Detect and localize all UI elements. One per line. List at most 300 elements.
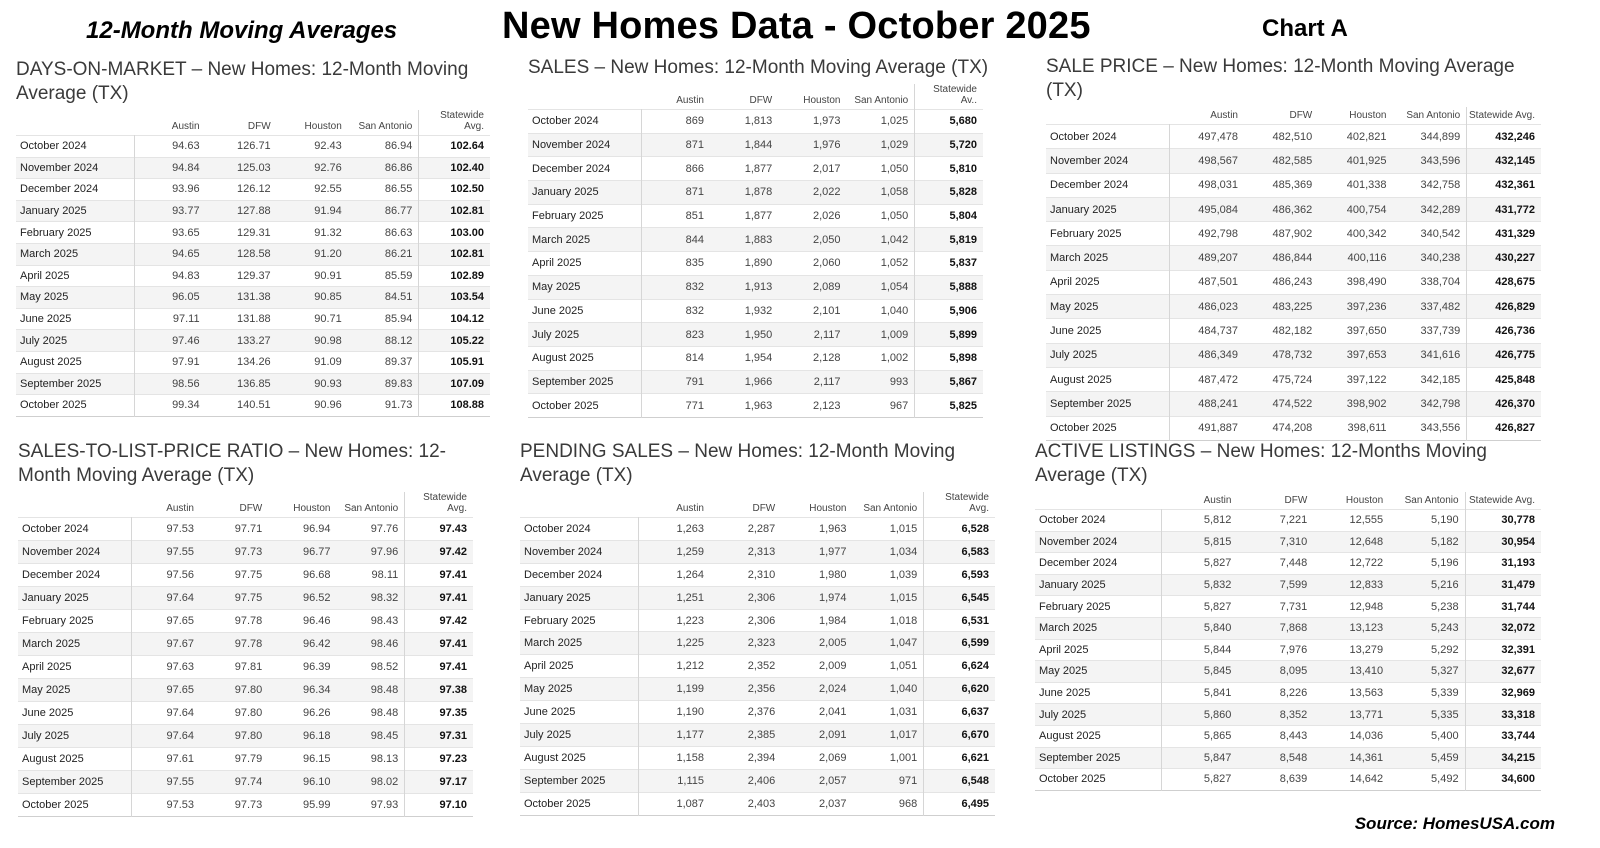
row-label: October 2025 bbox=[520, 792, 639, 815]
table-cell: 97.31 bbox=[405, 725, 473, 748]
column-header: Austin bbox=[676, 95, 704, 106]
table-cell: 98.02 bbox=[337, 771, 405, 794]
table-cell: 397,653 bbox=[1318, 343, 1392, 367]
row-label: September 2025 bbox=[1035, 747, 1162, 769]
table-cell: 1,913 bbox=[710, 275, 778, 299]
table-row bbox=[520, 540, 995, 563]
table-cell: 1,963 bbox=[710, 394, 778, 418]
table-cell: 5,888 bbox=[915, 275, 983, 299]
table-cell: 97.81 bbox=[200, 656, 268, 679]
table-row bbox=[1046, 319, 1541, 343]
table-cell: 5,827 bbox=[1162, 769, 1238, 791]
row-label: August 2025 bbox=[1046, 367, 1170, 391]
table-cell: 5,845 bbox=[1162, 661, 1238, 683]
table-row bbox=[520, 632, 995, 655]
table-cell: 96.94 bbox=[268, 518, 336, 541]
row-label: March 2025 bbox=[1046, 246, 1170, 270]
row-label: September 2025 bbox=[520, 769, 639, 792]
table-cell: 96.15 bbox=[268, 748, 336, 771]
table-cell: 97.75 bbox=[200, 564, 268, 587]
table-cell: 6,545 bbox=[924, 586, 995, 609]
row-label: October 2025 bbox=[1035, 769, 1162, 791]
table-row bbox=[16, 395, 490, 417]
row-label: January 2025 bbox=[18, 587, 132, 610]
table-title: SALES – New Homes: 12-Month Moving Average (TX) bbox=[528, 57, 989, 78]
table-cell: 96.77 bbox=[268, 541, 336, 564]
table-cell: 140.51 bbox=[206, 395, 277, 417]
table-cell: 97.67 bbox=[132, 633, 200, 656]
table-cell: 105.91 bbox=[419, 351, 490, 373]
row-label: July 2025 bbox=[1046, 343, 1170, 367]
table-cell: 5,815 bbox=[1162, 531, 1238, 553]
table-cell: 2,310 bbox=[710, 563, 781, 586]
table-cell: 343,596 bbox=[1393, 149, 1467, 173]
table-cell: 397,236 bbox=[1318, 295, 1392, 319]
table-cell: 97.56 bbox=[132, 564, 200, 587]
row-label: December 2024 bbox=[18, 564, 132, 587]
table-cell: 2,101 bbox=[778, 299, 846, 323]
table-cell: 1,954 bbox=[710, 346, 778, 370]
table-row bbox=[18, 656, 473, 679]
header-left-title: 12-Month Moving Averages bbox=[86, 17, 398, 44]
table-cell: 971 bbox=[853, 769, 924, 792]
column-header: Houston bbox=[1349, 110, 1387, 121]
table-row bbox=[18, 771, 473, 794]
table-cell: 98.52 bbox=[337, 656, 405, 679]
table-cell: 97.11 bbox=[135, 308, 206, 330]
row-label: November 2024 bbox=[1035, 531, 1162, 553]
table-row bbox=[528, 252, 983, 276]
table-cell: 32,391 bbox=[1465, 639, 1541, 661]
column-header: Statewide Avg. bbox=[924, 492, 995, 518]
table-cell: 7,599 bbox=[1237, 574, 1313, 596]
table-cell: 835 bbox=[642, 252, 710, 276]
table-cell: 1,017 bbox=[853, 724, 924, 747]
table-row bbox=[16, 330, 490, 352]
table-cell: 1,050 bbox=[847, 157, 915, 181]
table-cell: 5,860 bbox=[1162, 704, 1238, 726]
table-cell: 129.31 bbox=[206, 222, 277, 244]
table-cell: 12,722 bbox=[1313, 553, 1389, 575]
table-row bbox=[16, 200, 490, 222]
table-cell: 5,899 bbox=[915, 323, 983, 347]
header-blank bbox=[1035, 492, 1162, 510]
header-blank bbox=[528, 84, 642, 110]
table-cell: 97.43 bbox=[405, 518, 473, 541]
row-label: September 2025 bbox=[1046, 392, 1170, 416]
table-cell: 5,196 bbox=[1389, 553, 1465, 575]
row-label: September 2025 bbox=[16, 373, 135, 395]
table-cell: 96.42 bbox=[268, 633, 336, 656]
table-cell: 2,406 bbox=[710, 769, 781, 792]
table-cell: 90.98 bbox=[277, 330, 348, 352]
table-cell: 1,223 bbox=[639, 609, 710, 632]
table-cell: 1,932 bbox=[710, 299, 778, 323]
column-header: San Antonio bbox=[358, 121, 413, 132]
table-cell: 97.38 bbox=[405, 679, 473, 702]
table-cell: 98.11 bbox=[337, 564, 405, 587]
row-label: October 2024 bbox=[16, 136, 135, 158]
table-cell: 1,050 bbox=[847, 204, 915, 228]
table-row bbox=[520, 769, 995, 792]
table-cell: 5,339 bbox=[1389, 682, 1465, 704]
table-cell: 6,637 bbox=[924, 701, 995, 724]
table-cell: 93.96 bbox=[135, 179, 206, 201]
table-cell: 431,329 bbox=[1467, 222, 1541, 246]
table-cell: 31,479 bbox=[1465, 574, 1541, 596]
table-cell: 2,313 bbox=[710, 540, 781, 563]
table-cell: 6,531 bbox=[924, 609, 995, 632]
row-label: June 2025 bbox=[16, 308, 135, 330]
table-row bbox=[1046, 246, 1541, 270]
table-cell: 5,828 bbox=[915, 181, 983, 205]
table-cell: 97.17 bbox=[405, 771, 473, 794]
row-label: June 2025 bbox=[1046, 319, 1170, 343]
row-label: February 2025 bbox=[1035, 596, 1162, 618]
table-row bbox=[18, 564, 473, 587]
table-cell: 5,459 bbox=[1389, 747, 1465, 769]
table-cell: 96.46 bbox=[268, 610, 336, 633]
table-cell: 12,555 bbox=[1313, 510, 1389, 532]
table-cell: 426,775 bbox=[1467, 343, 1541, 367]
table-cell: 397,650 bbox=[1318, 319, 1392, 343]
table-cell: 1,980 bbox=[781, 563, 852, 586]
table-cell: 6,593 bbox=[924, 563, 995, 586]
table-cell: 486,844 bbox=[1244, 246, 1318, 270]
table-cell: 86.55 bbox=[348, 179, 419, 201]
table-cell: 5,898 bbox=[915, 346, 983, 370]
table-row bbox=[520, 563, 995, 586]
table-cell: 498,031 bbox=[1170, 173, 1244, 197]
table-row bbox=[520, 609, 995, 632]
table-cell: 1,087 bbox=[639, 792, 710, 815]
table-cell: 96.34 bbox=[268, 679, 336, 702]
table-cell: 98.56 bbox=[135, 373, 206, 395]
table-cell: 1,883 bbox=[710, 228, 778, 252]
table-row bbox=[528, 110, 983, 134]
table-cell: 98.43 bbox=[337, 610, 405, 633]
table-cell: 2,037 bbox=[781, 792, 852, 815]
table-cell: 1,813 bbox=[710, 110, 778, 134]
table-cell: 97.93 bbox=[337, 794, 405, 817]
table-cell: 2,069 bbox=[781, 746, 852, 769]
table-cell: 92.43 bbox=[277, 136, 348, 158]
table-cell: 2,385 bbox=[710, 724, 781, 747]
table-cell: 1,058 bbox=[847, 181, 915, 205]
table-cell: 102.89 bbox=[419, 265, 490, 287]
table-row bbox=[520, 701, 995, 724]
table-cell: 2,009 bbox=[781, 655, 852, 678]
table-cell: 8,443 bbox=[1237, 725, 1313, 747]
table-cell: 5,292 bbox=[1389, 639, 1465, 661]
table-cell: 86.86 bbox=[348, 157, 419, 179]
table-cell: 485,369 bbox=[1244, 173, 1318, 197]
table-cell: 6,599 bbox=[924, 632, 995, 655]
table-row bbox=[528, 346, 983, 370]
row-label: February 2025 bbox=[18, 610, 132, 633]
table-row bbox=[1035, 510, 1541, 532]
table-cell: 5,243 bbox=[1389, 617, 1465, 639]
table-cell: 5,190 bbox=[1389, 510, 1465, 532]
table-cell: 1,158 bbox=[639, 746, 710, 769]
table-cell: 344,899 bbox=[1393, 125, 1467, 149]
table-cell: 428,675 bbox=[1467, 270, 1541, 294]
table-cell: 1,225 bbox=[639, 632, 710, 655]
column-header: Austin bbox=[1210, 110, 1238, 121]
row-label: March 2025 bbox=[16, 243, 135, 265]
table-cell: 97.53 bbox=[132, 518, 200, 541]
table-cell: 432,246 bbox=[1467, 125, 1541, 149]
table-cell: 478,732 bbox=[1244, 343, 1318, 367]
table-cell: 474,522 bbox=[1244, 392, 1318, 416]
table-cell: 98.32 bbox=[337, 587, 405, 610]
pending-sales-panel bbox=[520, 440, 995, 816]
table-title: DAYS-ON-MARKET – New Homes: 12-Month Moving Average (TX) bbox=[16, 59, 469, 104]
table-cell: 96.10 bbox=[268, 771, 336, 794]
table-cell: 337,482 bbox=[1393, 295, 1467, 319]
table-row bbox=[528, 228, 983, 252]
table-cell: 2,306 bbox=[710, 609, 781, 632]
table-cell: 96.18 bbox=[268, 725, 336, 748]
table-cell: 2,352 bbox=[710, 655, 781, 678]
row-label: March 2025 bbox=[528, 228, 642, 252]
table-cell: 13,563 bbox=[1313, 682, 1389, 704]
table-cell: 844 bbox=[642, 228, 710, 252]
table-cell: 1,015 bbox=[853, 586, 924, 609]
table-cell: 2,128 bbox=[778, 346, 846, 370]
row-label: August 2025 bbox=[18, 748, 132, 771]
table-cell: 489,207 bbox=[1170, 246, 1244, 270]
column-header: Houston bbox=[803, 95, 841, 106]
row-label: May 2025 bbox=[18, 679, 132, 702]
table-cell: 6,624 bbox=[924, 655, 995, 678]
table-row bbox=[528, 157, 983, 181]
row-label: August 2025 bbox=[16, 351, 135, 373]
table-cell: 425,848 bbox=[1467, 367, 1541, 391]
table-cell: 491,887 bbox=[1170, 416, 1244, 440]
table-cell: 98.13 bbox=[337, 748, 405, 771]
row-label: April 2025 bbox=[528, 252, 642, 276]
table-row bbox=[18, 587, 473, 610]
table-cell: 97.42 bbox=[405, 610, 473, 633]
row-label: July 2025 bbox=[16, 330, 135, 352]
table-row bbox=[520, 792, 995, 815]
table-cell: 8,639 bbox=[1237, 769, 1313, 791]
table-title: SALES-TO-LIST-PRICE RATIO – New Homes: 12-Month Moving Average (TX) bbox=[18, 441, 446, 486]
table-cell: 2,026 bbox=[778, 204, 846, 228]
table-row bbox=[16, 179, 490, 201]
table-cell: 131.38 bbox=[206, 287, 277, 309]
table-cell: 33,744 bbox=[1465, 725, 1541, 747]
table-cell: 90.71 bbox=[277, 308, 348, 330]
table-cell: 5,844 bbox=[1162, 639, 1238, 661]
table-cell: 401,338 bbox=[1318, 173, 1392, 197]
table-cell: 488,241 bbox=[1170, 392, 1244, 416]
table-row bbox=[520, 586, 995, 609]
table-row bbox=[520, 724, 995, 747]
table-cell: 1,031 bbox=[853, 701, 924, 724]
table-cell: 2,005 bbox=[781, 632, 852, 655]
row-label: December 2024 bbox=[1046, 173, 1170, 197]
table-cell: 5,847 bbox=[1162, 747, 1238, 769]
table-row bbox=[1046, 125, 1541, 149]
table-cell: 96.26 bbox=[268, 702, 336, 725]
table-cell: 134.26 bbox=[206, 351, 277, 373]
table-cell: 866 bbox=[642, 157, 710, 181]
table-row bbox=[528, 323, 983, 347]
table-cell: 5,327 bbox=[1389, 661, 1465, 683]
table-cell: 486,362 bbox=[1244, 197, 1318, 221]
table-row bbox=[1035, 553, 1541, 575]
table-cell: 94.65 bbox=[135, 243, 206, 265]
table-cell: 97.79 bbox=[200, 748, 268, 771]
column-header: DFW bbox=[1284, 495, 1308, 506]
table-row bbox=[16, 351, 490, 373]
table-cell: 97.41 bbox=[405, 587, 473, 610]
table-cell: 7,976 bbox=[1237, 639, 1313, 661]
table-cell: 338,704 bbox=[1393, 270, 1467, 294]
table-cell: 7,868 bbox=[1237, 617, 1313, 639]
table-row bbox=[1046, 270, 1541, 294]
table-row bbox=[520, 518, 995, 541]
table-cell: 1,047 bbox=[853, 632, 924, 655]
table-cell: 127.88 bbox=[206, 200, 277, 222]
table-cell: 97.73 bbox=[200, 794, 268, 817]
table-cell: 342,758 bbox=[1393, 173, 1467, 197]
table-cell: 5,810 bbox=[915, 157, 983, 181]
table-cell: 342,185 bbox=[1393, 367, 1467, 391]
table-cell: 97.42 bbox=[405, 541, 473, 564]
table-cell: 97.65 bbox=[132, 679, 200, 702]
table-cell: 1,976 bbox=[778, 133, 846, 157]
row-label: January 2025 bbox=[1035, 574, 1162, 596]
table-cell: 8,095 bbox=[1237, 661, 1313, 683]
table-cell: 1,974 bbox=[781, 586, 852, 609]
table-cell: 92.55 bbox=[277, 179, 348, 201]
source-credit: Source: HomesUSA.com bbox=[1354, 814, 1555, 833]
table-cell: 91.73 bbox=[348, 395, 419, 417]
table-cell: 97.53 bbox=[132, 794, 200, 817]
table-cell: 97.78 bbox=[200, 633, 268, 656]
table-row bbox=[1035, 704, 1541, 726]
table-cell: 2,117 bbox=[778, 370, 846, 394]
table-cell: 30,778 bbox=[1465, 510, 1541, 532]
row-label: February 2025 bbox=[1046, 222, 1170, 246]
table-cell: 91.20 bbox=[277, 243, 348, 265]
row-label: October 2024 bbox=[18, 518, 132, 541]
table-cell: 398,490 bbox=[1318, 270, 1392, 294]
table-cell: 482,510 bbox=[1244, 125, 1318, 149]
table-cell: 97.35 bbox=[405, 702, 473, 725]
table-cell: 5,819 bbox=[915, 228, 983, 252]
table-cell: 342,798 bbox=[1393, 392, 1467, 416]
row-label: July 2025 bbox=[520, 724, 639, 747]
table-cell: 1,025 bbox=[847, 110, 915, 134]
table-cell: 96.39 bbox=[268, 656, 336, 679]
table-cell: 426,829 bbox=[1467, 295, 1541, 319]
table-cell: 398,902 bbox=[1318, 392, 1392, 416]
table-row bbox=[16, 157, 490, 179]
column-header: Austin bbox=[166, 503, 194, 514]
table-cell: 967 bbox=[847, 394, 915, 418]
column-header: San Antonio bbox=[863, 503, 918, 514]
table-cell: 1,259 bbox=[639, 540, 710, 563]
table-cell: 398,611 bbox=[1318, 416, 1392, 440]
table-cell: 12,648 bbox=[1313, 531, 1389, 553]
table-cell: 103.00 bbox=[419, 222, 490, 244]
table-cell: 1,042 bbox=[847, 228, 915, 252]
table-cell: 2,041 bbox=[781, 701, 852, 724]
table-cell: 6,670 bbox=[924, 724, 995, 747]
table-cell: 30,954 bbox=[1465, 531, 1541, 553]
table-cell: 5,867 bbox=[915, 370, 983, 394]
table-cell: 14,361 bbox=[1313, 747, 1389, 769]
table-row bbox=[528, 299, 983, 323]
table-cell: 7,221 bbox=[1237, 510, 1313, 532]
table-cell: 32,072 bbox=[1465, 617, 1541, 639]
table-cell: 133.27 bbox=[206, 330, 277, 352]
column-header: Statewide Av.. bbox=[915, 84, 983, 110]
table-cell: 1,015 bbox=[853, 518, 924, 541]
column-header: Statewide Avg. bbox=[419, 110, 490, 136]
table-cell: 814 bbox=[642, 346, 710, 370]
table-cell: 97.46 bbox=[135, 330, 206, 352]
header-blank bbox=[520, 492, 639, 518]
table-cell: 869 bbox=[642, 110, 710, 134]
table-cell: 84.51 bbox=[348, 287, 419, 309]
table-row bbox=[18, 633, 473, 656]
table-cell: 97.71 bbox=[200, 518, 268, 541]
table-cell: 832 bbox=[642, 299, 710, 323]
table-cell: 1,054 bbox=[847, 275, 915, 299]
table-cell: 431,772 bbox=[1467, 197, 1541, 221]
table-cell: 136.85 bbox=[206, 373, 277, 395]
row-label: July 2025 bbox=[1035, 704, 1162, 726]
table-title: ACTIVE LISTINGS – New Homes: 12-Months Moving Average (TX) bbox=[1035, 441, 1487, 486]
table-cell: 5,837 bbox=[915, 252, 983, 276]
column-header: Houston bbox=[1345, 495, 1384, 506]
table-cell: 6,548 bbox=[924, 769, 995, 792]
table-cell: 2,376 bbox=[710, 701, 781, 724]
table-cell: 432,361 bbox=[1467, 173, 1541, 197]
column-header: Austin bbox=[1203, 495, 1232, 506]
sales-panel bbox=[528, 56, 1003, 418]
table-cell: 2,356 bbox=[710, 678, 781, 701]
table-cell: 340,238 bbox=[1393, 246, 1467, 270]
row-label: April 2025 bbox=[1035, 639, 1162, 661]
table-cell: 13,123 bbox=[1313, 617, 1389, 639]
column-header: Houston bbox=[293, 503, 331, 514]
table-cell: 1,963 bbox=[781, 518, 852, 541]
column-header: DFW bbox=[247, 121, 271, 132]
table-cell: 98.48 bbox=[337, 679, 405, 702]
page-title: New Homes Data - October 2025 bbox=[502, 5, 1091, 47]
table-row bbox=[528, 204, 983, 228]
table-cell: 88.12 bbox=[348, 330, 419, 352]
header-blank bbox=[16, 110, 135, 136]
column-header: DFW bbox=[239, 503, 263, 514]
table-cell: 1,251 bbox=[639, 586, 710, 609]
table-cell: 102.81 bbox=[419, 200, 490, 222]
table-cell: 482,182 bbox=[1244, 319, 1318, 343]
table-cell: 86.21 bbox=[348, 243, 419, 265]
table-cell: 5,492 bbox=[1389, 769, 1465, 791]
table-cell: 86.94 bbox=[348, 136, 419, 158]
table-cell: 486,023 bbox=[1170, 295, 1244, 319]
row-label: July 2025 bbox=[528, 323, 642, 347]
table-cell: 475,724 bbox=[1244, 367, 1318, 391]
table-cell: 1,844 bbox=[710, 133, 778, 157]
